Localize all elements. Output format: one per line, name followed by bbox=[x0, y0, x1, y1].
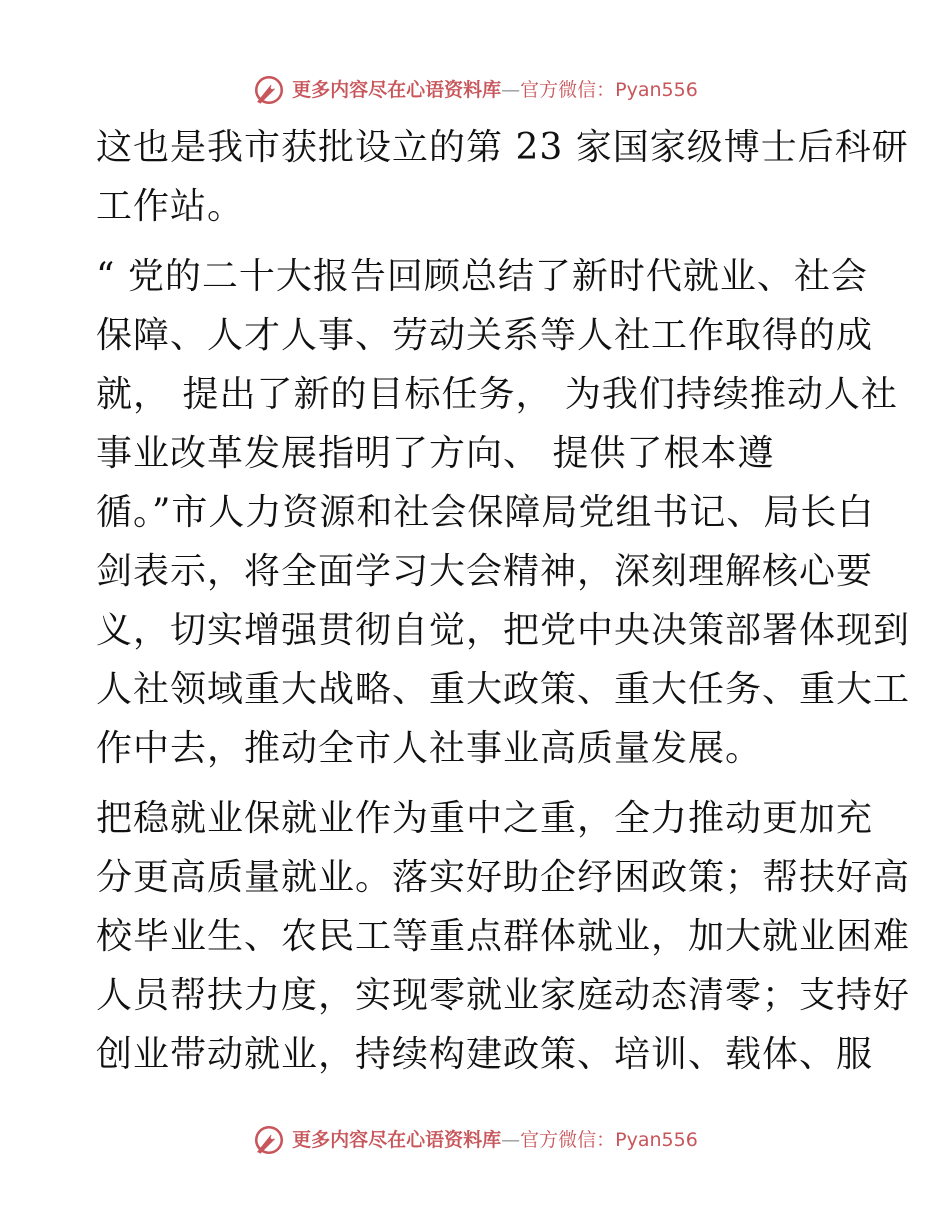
watermark-text bbox=[292, 1128, 698, 1151]
text-line: 作中去，推动全市人社事业高质量发展。 bbox=[96, 728, 763, 769]
watermark-header bbox=[0, 70, 950, 110]
pen-nib-logo-icon bbox=[252, 73, 286, 107]
document-body bbox=[96, 118, 911, 1084]
text-line: 剑表示，将全面学习大会精神，深刻理解核心要 bbox=[96, 551, 874, 592]
watermark-brand: 更多内容尽在心语资料库 bbox=[292, 78, 502, 101]
text-line: 义，切实增强贯彻自觉，把党中央决策部署体现到 bbox=[96, 610, 911, 651]
text-line: 人社领域重大战略、重大政策、重大任务、重大工 bbox=[96, 669, 911, 710]
text-line: 工作站。 bbox=[96, 186, 245, 227]
text-line: 把稳就业保就业作为重中之重，全力推动更加充 bbox=[96, 798, 874, 839]
watermark-account: 官方微信：Pyan556 bbox=[520, 78, 698, 101]
text-line: 这也是我市获批设立的第 23 家国家级博士后科研 bbox=[96, 127, 909, 168]
pen-nib-logo-icon bbox=[252, 1123, 286, 1157]
text-line: “ 党的二十大报告回顾总结了新时代就业、社会 bbox=[96, 256, 868, 297]
text-line: 创业带动就业，持续构建政策、培训、载体、服 bbox=[96, 1034, 874, 1075]
watermark-brand: 更多内容尽在心语资料库 bbox=[292, 1128, 502, 1151]
text-line: 人员帮扶力度，实现零就业家庭动态清零；支持好 bbox=[96, 975, 911, 1016]
text-line: 校毕业生、农民工等重点群体就业，加大就业困难 bbox=[96, 916, 911, 957]
watermark-footer bbox=[0, 1120, 950, 1160]
text-line: 分更高质量就业。落实好助企纾困政策；帮扶好高 bbox=[96, 857, 911, 898]
text-line: 保障、人才人事、劳动关系等人社工作取得的成 bbox=[96, 315, 874, 356]
watermark-separator: — bbox=[501, 1128, 521, 1151]
text-line: 循。”市人力资源和社会保障局党组书记、局长白 bbox=[96, 492, 875, 533]
watermark-account: 官方微信：Pyan556 bbox=[520, 1128, 698, 1151]
text-line: 事业改革发展指明了方向、 提供了根本遵 bbox=[96, 433, 775, 474]
watermark-text bbox=[292, 78, 698, 101]
watermark-separator: — bbox=[501, 78, 521, 101]
text-line: 就， 提出了新的目标任务， 为我们持续推动人社 bbox=[96, 374, 898, 415]
